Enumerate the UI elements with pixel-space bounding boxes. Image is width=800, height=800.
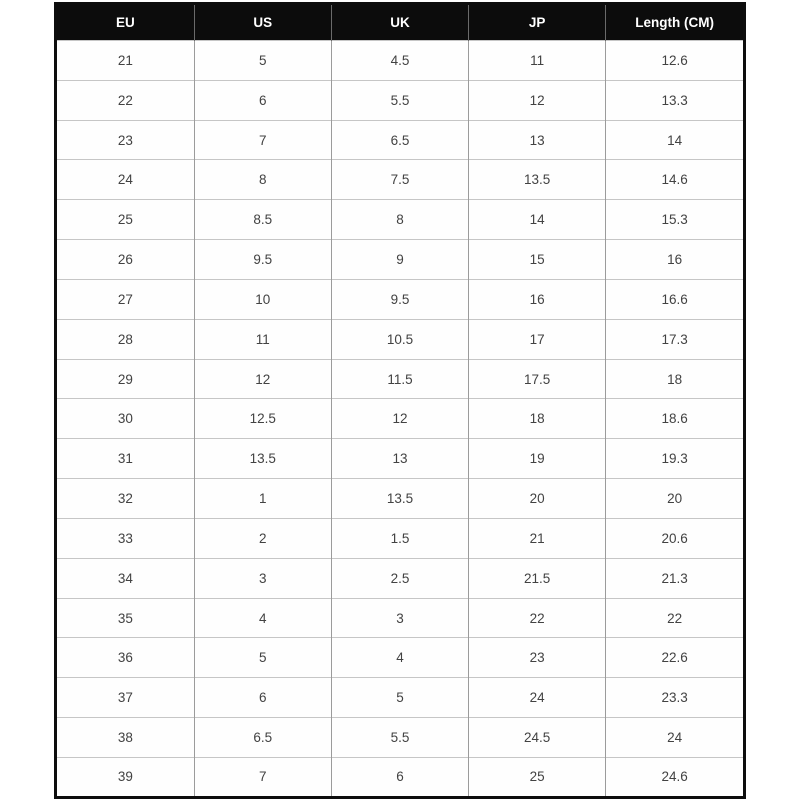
cell: 15 — [469, 240, 606, 280]
cell: 21.5 — [469, 558, 606, 598]
cell: 38 — [57, 718, 194, 758]
cell: 17.3 — [606, 319, 743, 359]
cell: 7 — [194, 120, 331, 160]
column-header-jp: JP — [469, 5, 606, 41]
size-table — [57, 5, 743, 796]
table-row — [57, 279, 743, 319]
cell: 26 — [57, 240, 194, 280]
cell: 8.5 — [194, 200, 331, 240]
cell: 34 — [57, 558, 194, 598]
cell: 9.5 — [194, 240, 331, 280]
cell: 16 — [606, 240, 743, 280]
column-header-uk: UK — [331, 5, 468, 41]
table-row — [57, 120, 743, 160]
cell: 2 — [194, 518, 331, 558]
cell: 24.6 — [606, 757, 743, 796]
cell: 24 — [57, 160, 194, 200]
cell: 19.3 — [606, 439, 743, 479]
table-row — [57, 439, 743, 479]
table-row — [57, 718, 743, 758]
cell: 25 — [57, 200, 194, 240]
cell: 21.3 — [606, 558, 743, 598]
cell: 23.3 — [606, 678, 743, 718]
table-header — [57, 5, 743, 41]
cell: 12.5 — [194, 399, 331, 439]
cell: 18 — [606, 359, 743, 399]
cell: 3 — [331, 598, 468, 638]
table-row — [57, 200, 743, 240]
cell: 1.5 — [331, 518, 468, 558]
cell: 37 — [57, 678, 194, 718]
table-row — [57, 757, 743, 796]
cell: 13 — [331, 439, 468, 479]
cell: 23 — [57, 120, 194, 160]
cell: 30 — [57, 399, 194, 439]
cell: 8 — [194, 160, 331, 200]
cell: 13.5 — [469, 160, 606, 200]
cell: 17 — [469, 319, 606, 359]
cell: 6.5 — [331, 120, 468, 160]
table-row — [57, 518, 743, 558]
cell: 13.5 — [194, 439, 331, 479]
cell: 22.6 — [606, 638, 743, 678]
cell: 32 — [57, 479, 194, 519]
cell: 18 — [469, 399, 606, 439]
table-row — [57, 319, 743, 359]
cell: 15.3 — [606, 200, 743, 240]
cell: 10.5 — [331, 319, 468, 359]
cell: 2.5 — [331, 558, 468, 598]
cell: 14 — [469, 200, 606, 240]
cell: 13 — [469, 120, 606, 160]
cell: 3 — [194, 558, 331, 598]
table-row — [57, 41, 743, 81]
cell: 22 — [606, 598, 743, 638]
table-row — [57, 479, 743, 519]
cell: 21 — [57, 41, 194, 81]
cell: 5 — [194, 638, 331, 678]
cell: 12 — [469, 80, 606, 120]
cell: 11 — [469, 41, 606, 81]
table-row — [57, 638, 743, 678]
cell: 24 — [469, 678, 606, 718]
table-row — [57, 160, 743, 200]
cell: 13.5 — [331, 479, 468, 519]
cell: 20.6 — [606, 518, 743, 558]
cell: 17.5 — [469, 359, 606, 399]
cell: 14 — [606, 120, 743, 160]
size-conversion-table — [54, 2, 746, 799]
cell: 20 — [469, 479, 606, 519]
cell: 23 — [469, 638, 606, 678]
cell: 25 — [469, 757, 606, 796]
cell: 13.3 — [606, 80, 743, 120]
cell: 36 — [57, 638, 194, 678]
cell: 6 — [194, 678, 331, 718]
cell: 5.5 — [331, 718, 468, 758]
cell: 22 — [469, 598, 606, 638]
cell: 4 — [331, 638, 468, 678]
header-row — [57, 5, 743, 41]
cell: 19 — [469, 439, 606, 479]
cell: 24 — [606, 718, 743, 758]
cell: 27 — [57, 279, 194, 319]
cell: 10 — [194, 279, 331, 319]
cell: 12 — [194, 359, 331, 399]
cell: 12.6 — [606, 41, 743, 81]
table-row — [57, 359, 743, 399]
cell: 7.5 — [331, 160, 468, 200]
column-header-length: Length (CM) — [606, 5, 743, 41]
cell: 1 — [194, 479, 331, 519]
cell: 16 — [469, 279, 606, 319]
cell: 33 — [57, 518, 194, 558]
table-row — [57, 80, 743, 120]
cell: 4 — [194, 598, 331, 638]
table-body — [57, 41, 743, 797]
table-row — [57, 598, 743, 638]
cell: 18.6 — [606, 399, 743, 439]
cell: 8 — [331, 200, 468, 240]
cell: 6 — [331, 757, 468, 796]
cell: 6 — [194, 80, 331, 120]
column-header-us: US — [194, 5, 331, 41]
cell: 39 — [57, 757, 194, 796]
table-row — [57, 240, 743, 280]
column-header-eu: EU — [57, 5, 194, 41]
table-row — [57, 399, 743, 439]
cell: 11.5 — [331, 359, 468, 399]
cell: 21 — [469, 518, 606, 558]
cell: 9.5 — [331, 279, 468, 319]
cell: 22 — [57, 80, 194, 120]
table-row — [57, 678, 743, 718]
cell: 14.6 — [606, 160, 743, 200]
cell: 35 — [57, 598, 194, 638]
cell: 24.5 — [469, 718, 606, 758]
cell: 28 — [57, 319, 194, 359]
cell: 12 — [331, 399, 468, 439]
cell: 5.5 — [331, 80, 468, 120]
cell: 9 — [331, 240, 468, 280]
table-row — [57, 558, 743, 598]
cell: 5 — [194, 41, 331, 81]
cell: 7 — [194, 757, 331, 796]
cell: 20 — [606, 479, 743, 519]
cell: 29 — [57, 359, 194, 399]
cell: 5 — [331, 678, 468, 718]
cell: 4.5 — [331, 41, 468, 81]
cell: 6.5 — [194, 718, 331, 758]
cell: 31 — [57, 439, 194, 479]
cell: 11 — [194, 319, 331, 359]
cell: 16.6 — [606, 279, 743, 319]
